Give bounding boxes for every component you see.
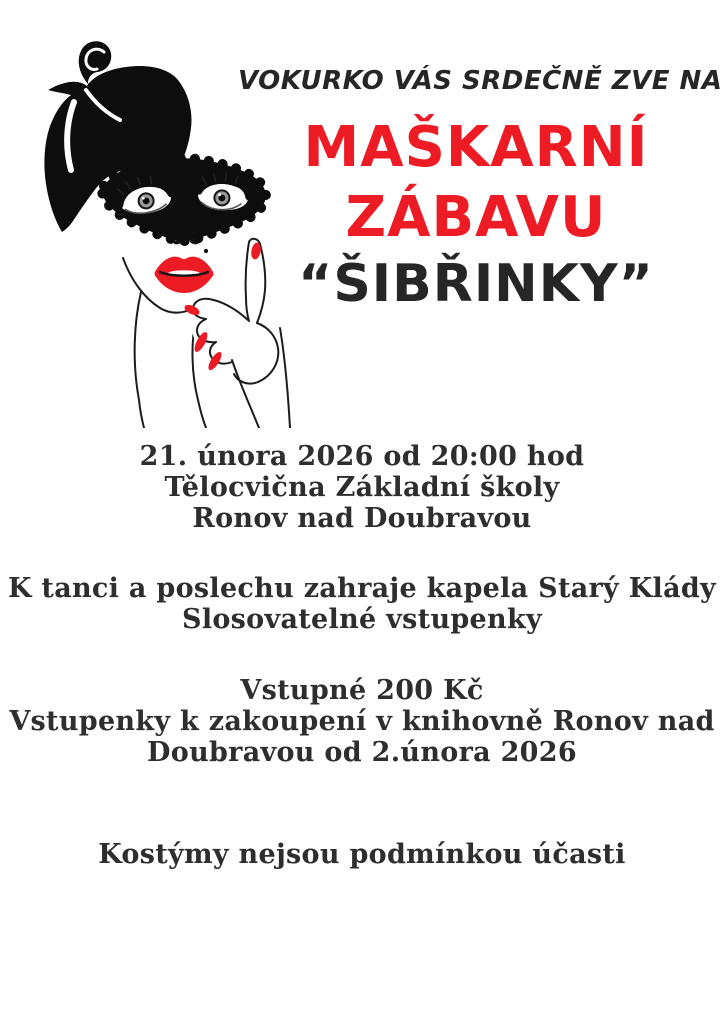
event-town-line: Ronov nad Doubravou (192, 503, 532, 534)
band-block (0, 573, 724, 635)
event-title-line2: ZÁBAVU (345, 185, 607, 250)
tickets-block (0, 675, 724, 768)
raffle-line: Slosovatelné vstupenky (182, 604, 542, 635)
price-line: Vstupné 200 Kč (240, 675, 484, 706)
event-date-line: 21. února 2026 od 20:00 hod (139, 441, 585, 472)
note-block (0, 839, 724, 870)
red-lips (155, 257, 214, 293)
ticket-sale-line2: Doubravou od 2.února 2026 (147, 737, 577, 768)
event-title-line1: MAŠKARNÍ (303, 115, 649, 180)
event-subtitle: “ŠIBŘINKY” (298, 254, 654, 314)
event-venue-line: Tělocvična Základní školy (164, 472, 560, 503)
costume-note-line: Kostýmy nejsou podmínkou účasti (98, 839, 626, 870)
beauty-mark (204, 249, 208, 253)
when-where-block (0, 441, 724, 534)
band-line: K tanci a poslechu zahraje kapela Starý Klády (7, 573, 717, 604)
ticket-sale-line1: Vstupenky k zakoupení v knihovně Ronov nad (9, 706, 715, 737)
invitation-eyebrow: VOKURKO VÁS SRDEČNĚ ZVE NA (238, 66, 723, 96)
